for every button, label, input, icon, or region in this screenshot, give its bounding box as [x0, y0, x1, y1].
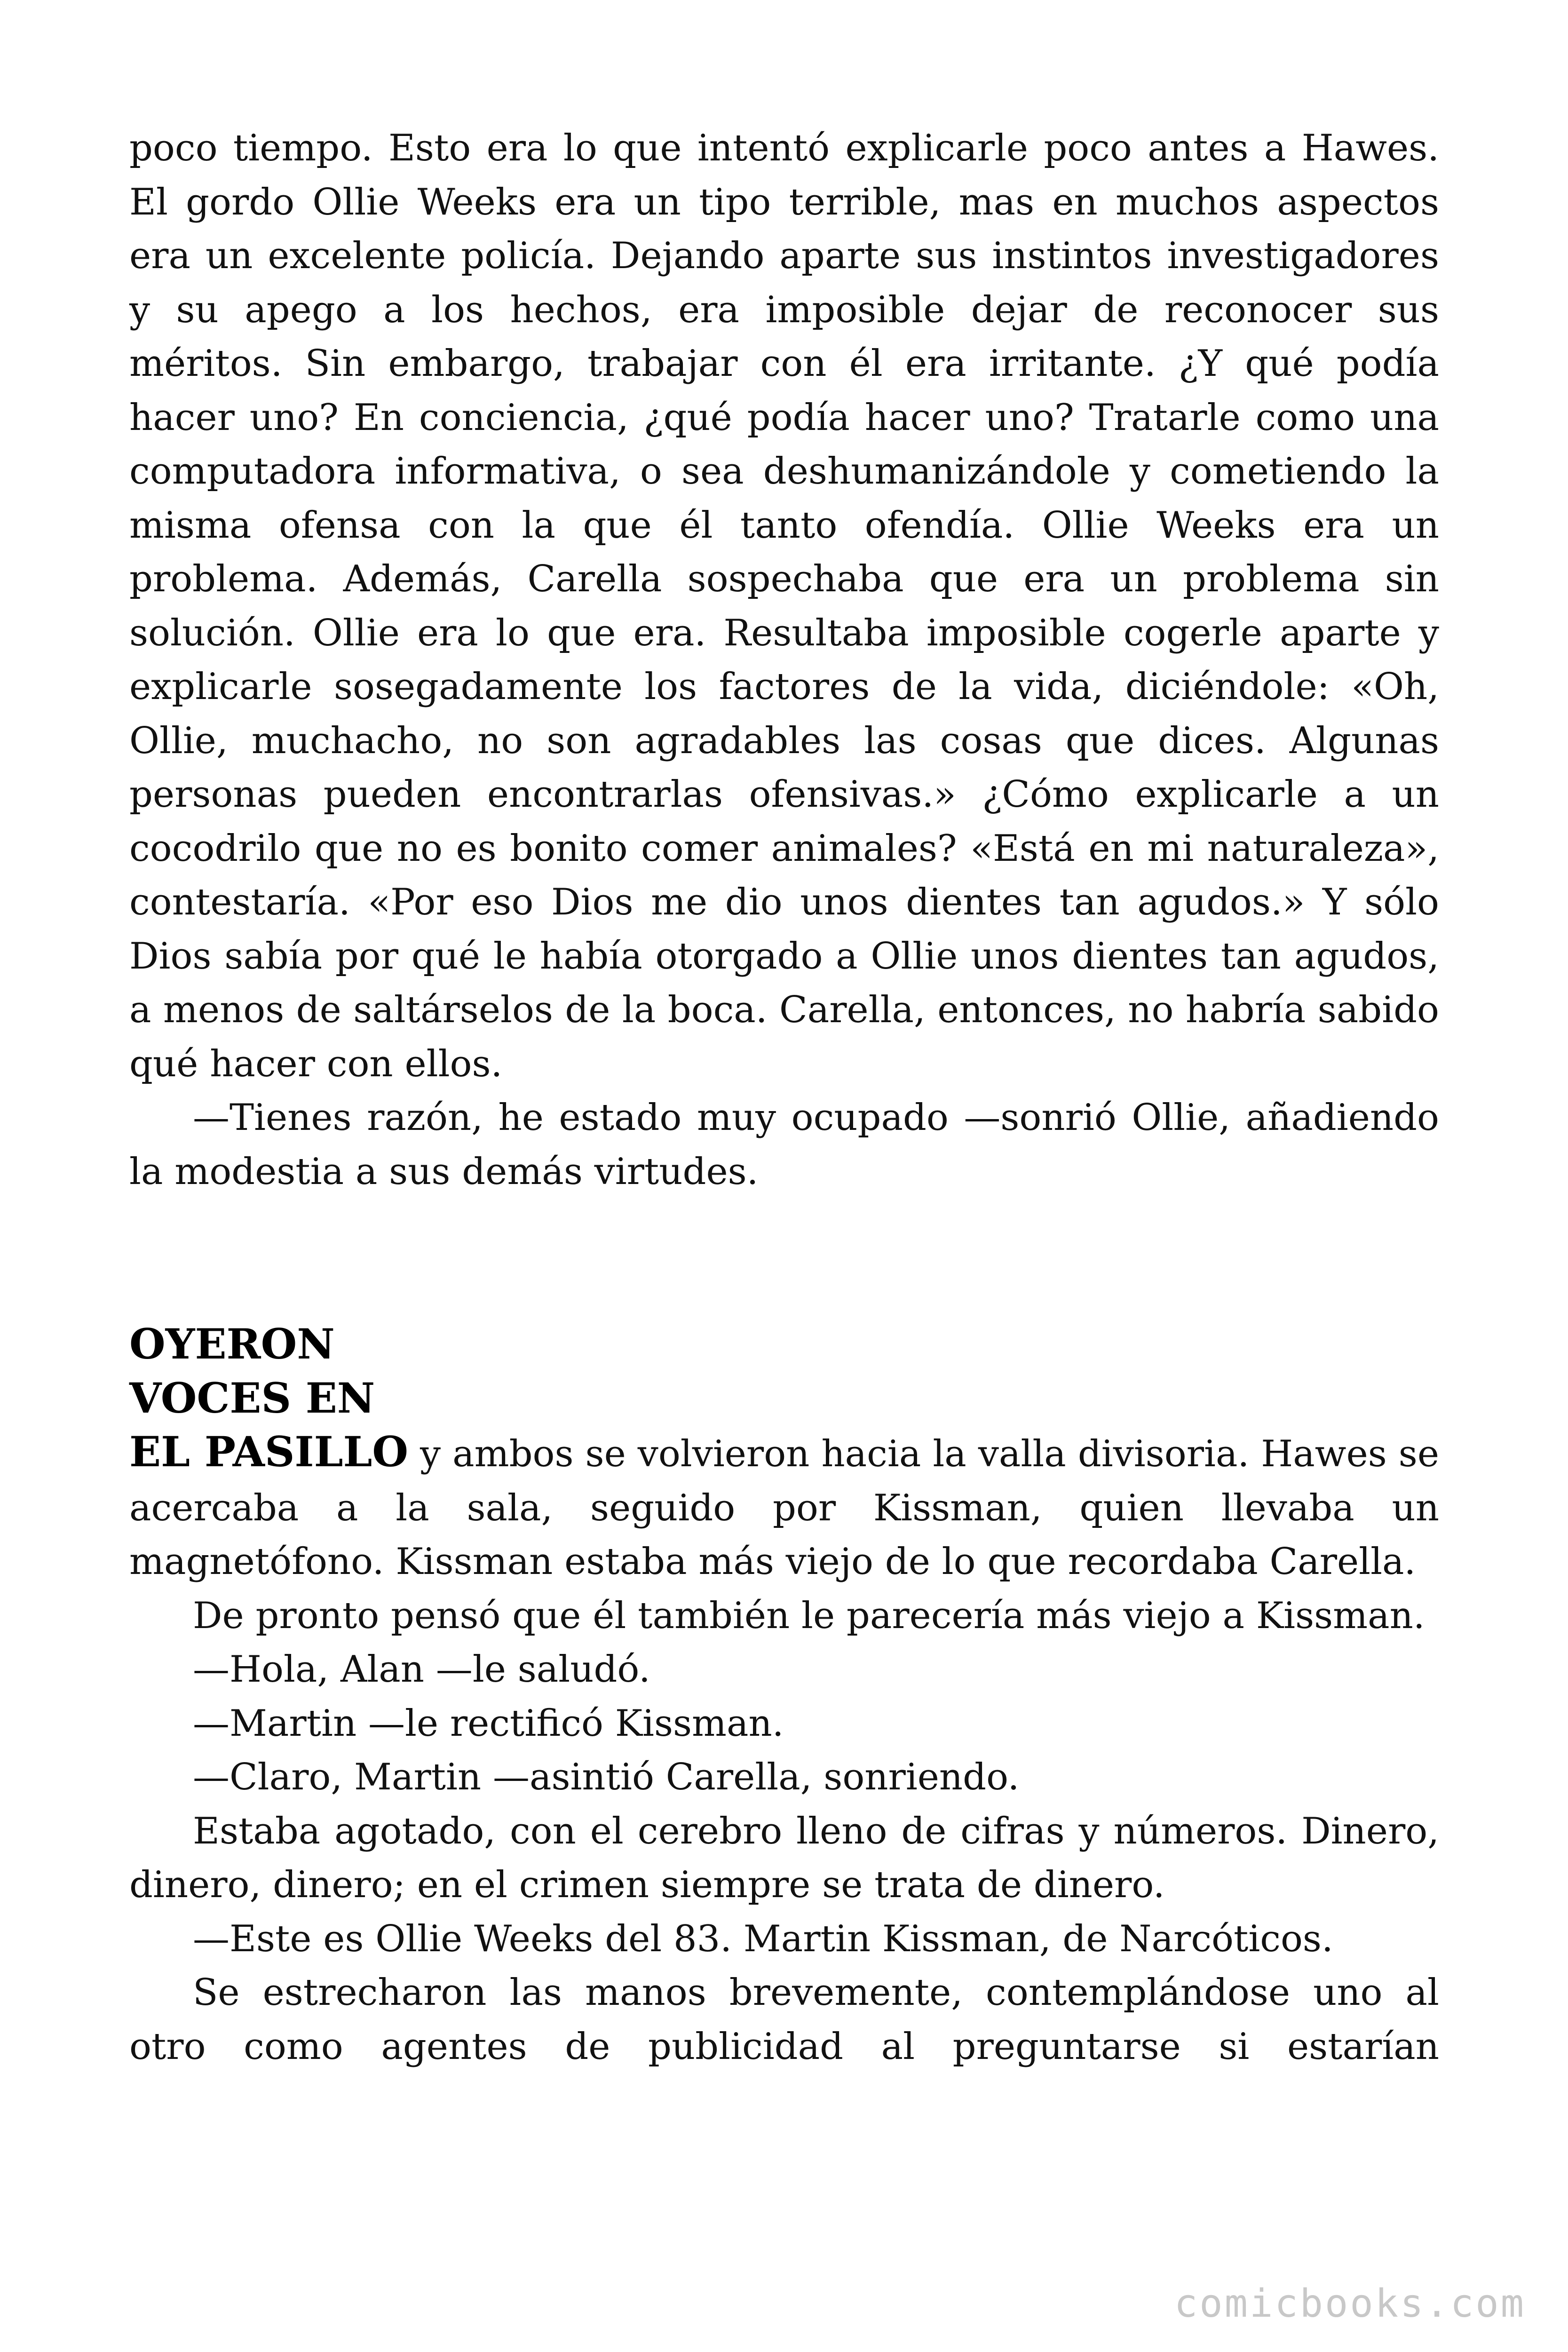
section-opening-paragraph	[129, 1425, 1439, 1589]
paragraph: De pronto pensó que él también le parecería más viejo a Kissman.	[193, 1594, 1425, 1637]
watermark: comicbooks.com	[1174, 2281, 1526, 2326]
section-opening-text: y ambos se volvieron hacia la valla divisoria. Hawes se acercaba a la sala, seguido por Kissman, quien llevaba un magnetófono. Kissman estaba más viejo de lo que recordaba Carella.	[129, 1433, 1439, 1583]
paragraph-dialogue: —Tienes razón, he estado muy ocupado —sonrió Ollie, añadiendo la modestia a sus demás virtudes.	[129, 1097, 1439, 1193]
paragraph: Estaba agotado, con el cerebro lleno de cifras y números. Dinero, dinero, dinero; en el crimen siempre se trata de dinero.	[129, 1810, 1439, 1906]
section-break	[129, 1199, 1439, 1317]
section-heading-line-2: VOCES EN	[129, 1373, 375, 1422]
section-heading-line-1: OYERON	[129, 1319, 335, 1368]
paragraph-dialogue: —Hola, Alan —le saludó.	[193, 1648, 650, 1691]
paragraph-dialogue: —Claro, Martin —asintió Carella, sonriendo.	[193, 1756, 1020, 1798]
page-body	[129, 121, 1439, 2074]
section-heading-line-3: EL PASILLO	[129, 1427, 408, 1476]
paragraph-dialogue: —Martin —le rectificó Kissman.	[193, 1702, 784, 1745]
paragraph-continues-next-page: Se estrecharon las manos brevemente, contemplándose uno al otro como agentes de publicidad al preguntarse si estarían	[129, 1971, 1439, 2068]
paragraph-dialogue: —Este es Ollie Weeks del 83. Martin Kissman, de Narcóticos.	[193, 1917, 1333, 1960]
paragraph-continued: poco tiempo. Esto era lo que intentó explicarle poco antes a Hawes. El gordo Ollie Weeks era un tipo terrible, mas en muchos aspectos era un excelente policía. Dejando aparte sus instintos investigadores y su apego a los hechos, era imposible dejar de reconocer sus méritos. Sin embargo, trabajar con él era irritante. ¿Y qué podía hacer uno? En conciencia, ¿qué podía hacer uno? Tratarle como una computadora informativa, o sea deshumanizándole y cometiendo la misma ofensa con la que él tanto ofendía. Ollie Weeks era un problema. Además, Carella sospechaba que era un problema sin solución. Ollie era lo que era. Resultaba imposible cogerle aparte y explicarle sosegadamente los factores de la vida, diciéndole: «Oh, Ollie, muchacho, no son agradables las cosas que dices. Algunas personas pueden encontrarlas ofensivas.» ¿Cómo explicarle a un cocodrilo que no es bonito comer animales? «Está en mi naturaleza», contestaría. «Por eso Dios me dio unos dientes tan agudos.» Y sólo Dios sabía por qué le había otorgado a Ollie unos dientes tan agudos, a menos de saltárselos de la boca. Carella, entonces, no habría sabido qué hacer con ellos.	[129, 127, 1439, 1085]
